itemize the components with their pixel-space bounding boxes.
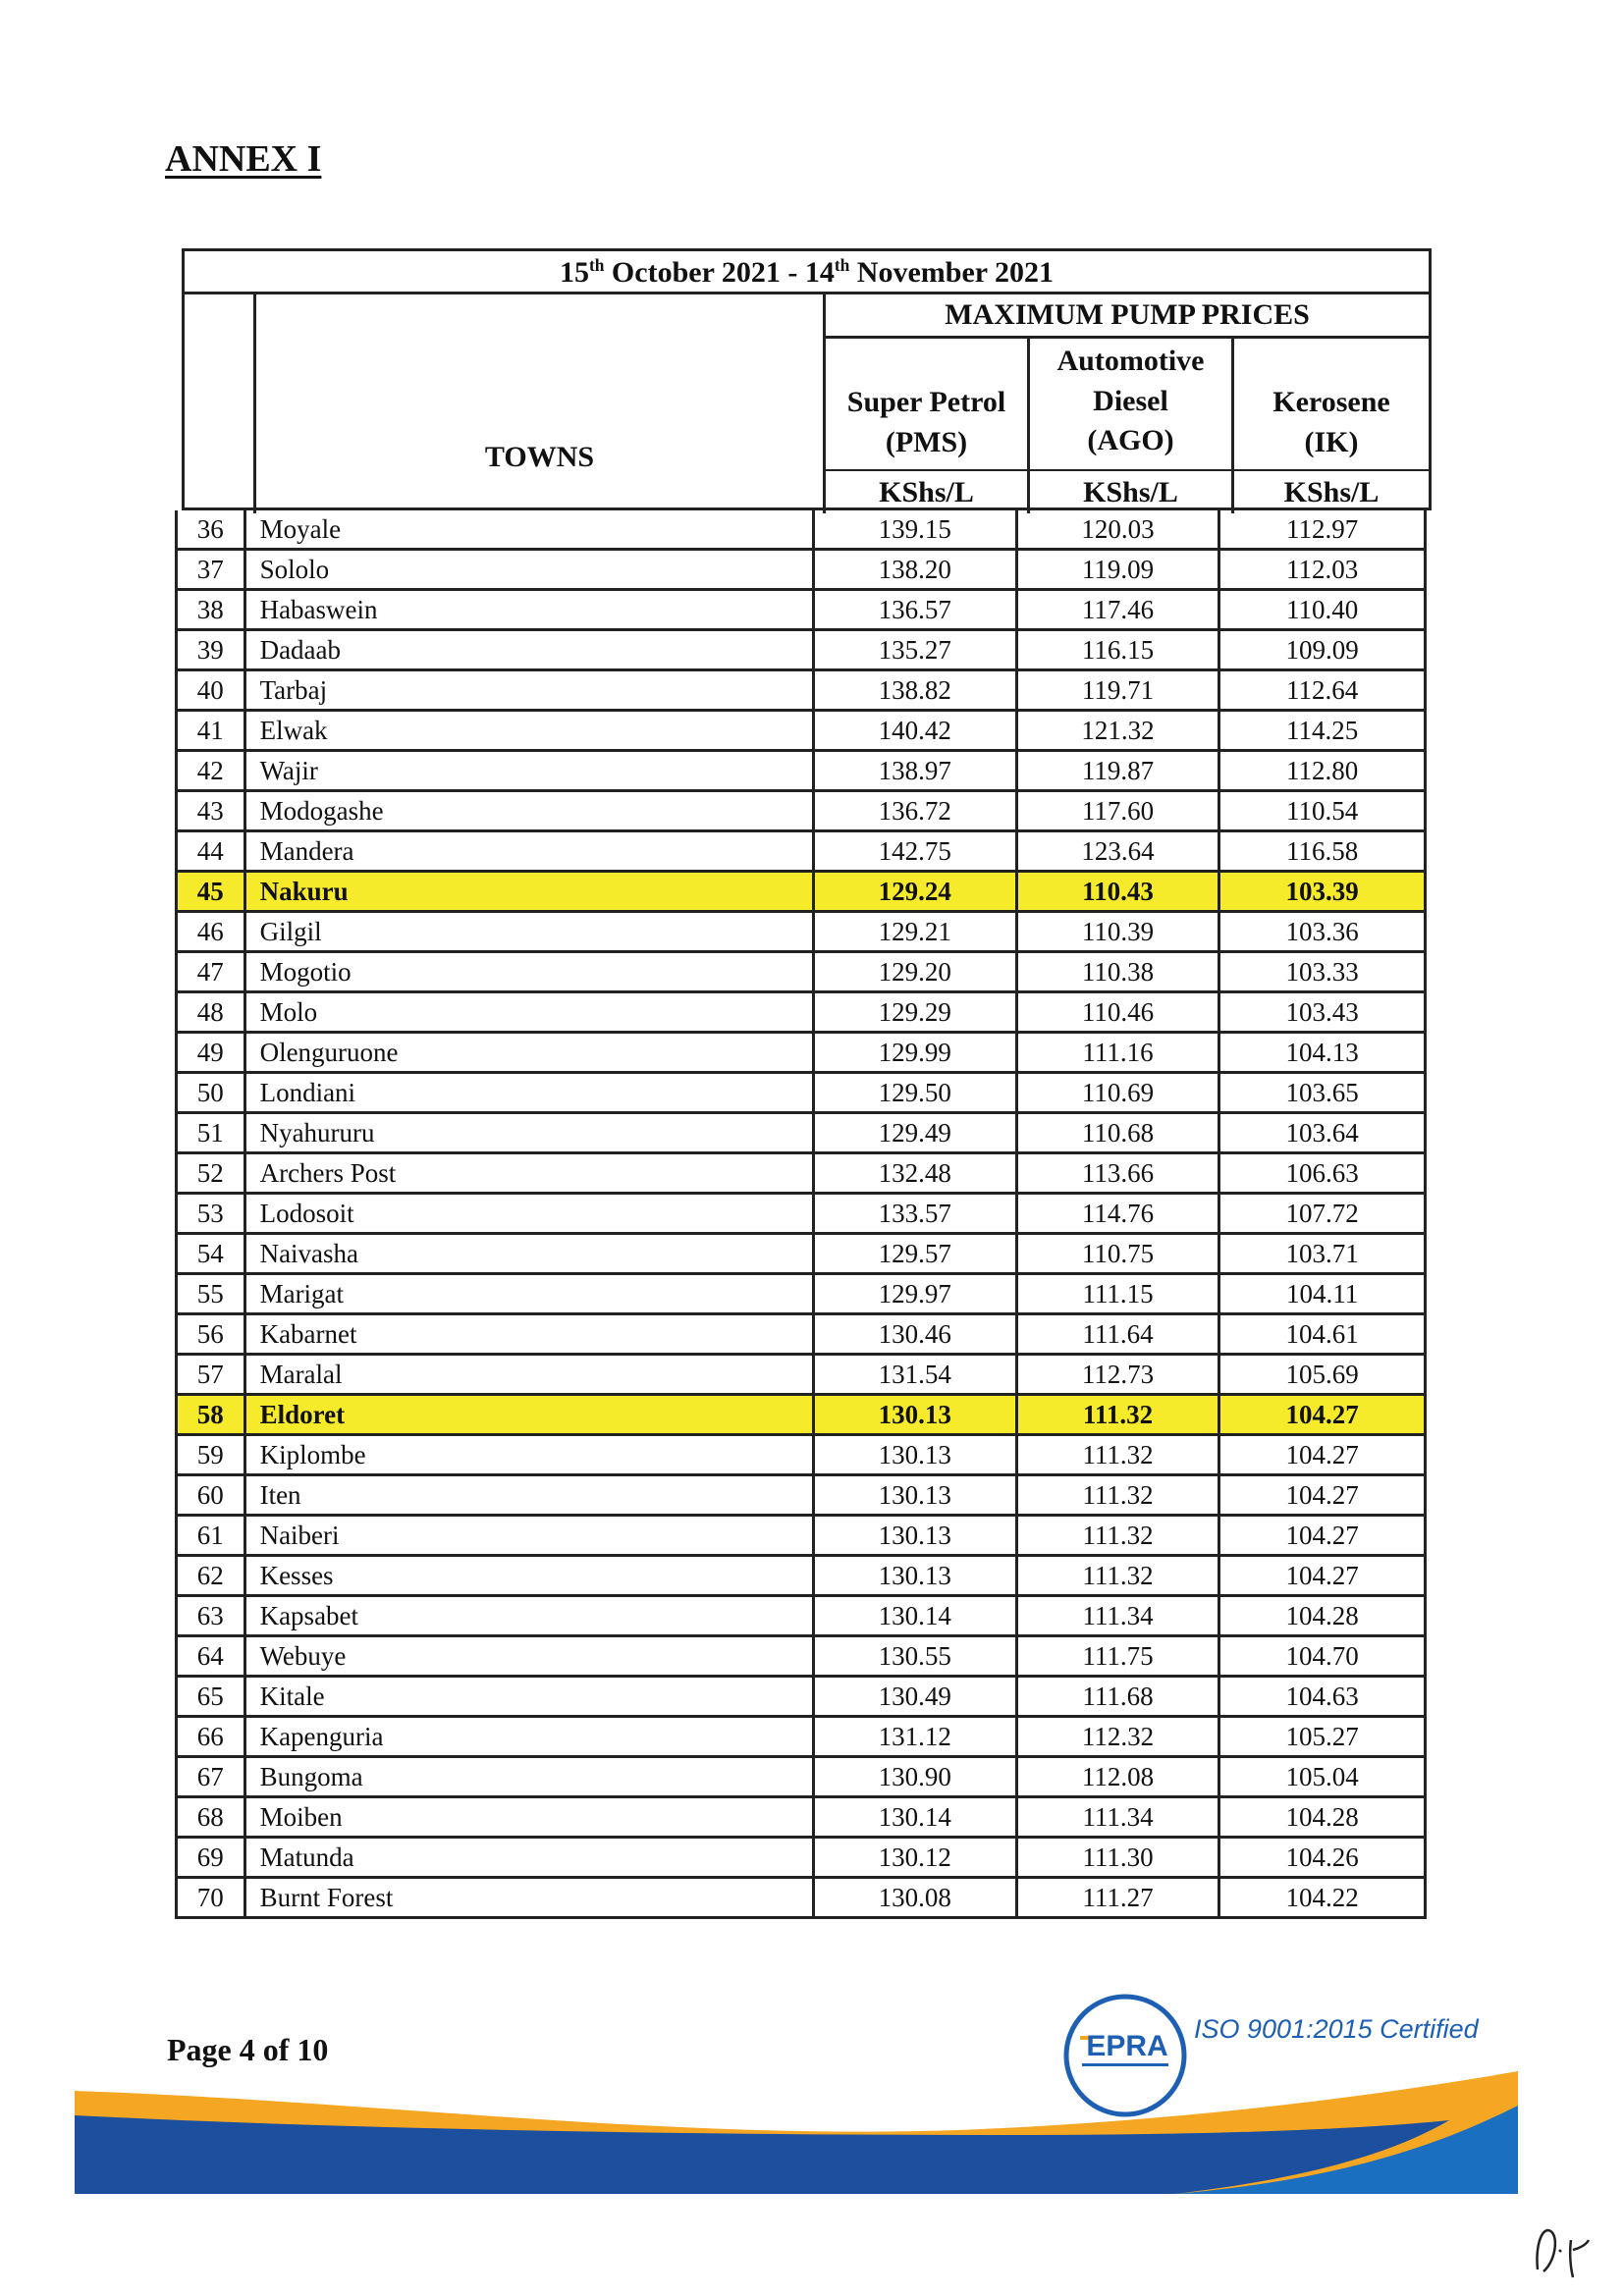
town-name: Kapenguria <box>246 1718 815 1755</box>
diesel-price: 110.39 <box>1018 913 1221 950</box>
petrol-price: 129.99 <box>815 1034 1018 1071</box>
town-name: Matunda <box>246 1839 815 1876</box>
town-name: Olenguruone <box>246 1034 815 1071</box>
petrol-price: 130.08 <box>815 1879 1018 1916</box>
petrol-price: 142.75 <box>815 832 1018 870</box>
table-row <box>175 1114 1427 1154</box>
town-name: Londiani <box>246 1074 815 1111</box>
kerosene-price: 114.25 <box>1286 716 1359 745</box>
table-row <box>175 1758 1427 1798</box>
table-row <box>175 1436 1427 1476</box>
row-number: 44 <box>178 832 246 870</box>
town-name: Moiben <box>246 1798 815 1836</box>
row-number: 37 <box>178 551 246 588</box>
table-header <box>182 248 1432 510</box>
petrol-price: 129.97 <box>815 1275 1018 1312</box>
town-name: Lodosoit <box>246 1195 815 1232</box>
diesel-price: 116.15 <box>1018 631 1221 668</box>
table-row <box>175 671 1427 712</box>
max-prices-heading: MAXIMUM PUMP PRICES <box>945 298 1310 331</box>
table-row <box>175 1718 1427 1758</box>
petrol-price: 139.15 <box>815 510 1018 548</box>
kerosene-price: 112.80 <box>1286 756 1359 785</box>
petrol-price: 131.54 <box>815 1356 1018 1393</box>
petrol-heading: Super Petrol (PMS) <box>846 386 1006 458</box>
table-row <box>175 1154 1427 1195</box>
petrol-price: 136.72 <box>815 792 1018 829</box>
town-name: Eldoret <box>246 1396 815 1433</box>
table-row <box>175 591 1427 631</box>
town-name: Nakuru <box>246 873 815 910</box>
petrol-price: 133.57 <box>815 1195 1018 1232</box>
diesel-price: 114.76 <box>1018 1195 1221 1232</box>
diesel-price: 111.34 <box>1018 1798 1221 1836</box>
towns-heading: TOWNS <box>484 441 595 473</box>
unit-petrol: KShs/L <box>879 476 974 508</box>
kerosene-price: 112.64 <box>1286 675 1359 705</box>
kerosene-price: 112.03 <box>1286 555 1359 584</box>
town-name: Dadaab <box>246 631 815 668</box>
diesel-price: 112.32 <box>1018 1718 1221 1755</box>
row-number: 46 <box>178 913 246 950</box>
diesel-price: 123.64 <box>1018 832 1221 870</box>
table-row <box>175 551 1427 591</box>
town-name: Bungoma <box>246 1758 815 1795</box>
petrol-price: 130.14 <box>815 1597 1018 1634</box>
diesel-price: 110.38 <box>1018 953 1221 990</box>
svg-text:EPRA: EPRA <box>1086 2030 1168 2062</box>
kerosene-price: 103.64 <box>1285 1118 1359 1148</box>
row-number: 65 <box>178 1678 246 1715</box>
table-row <box>175 993 1427 1034</box>
row-number: 56 <box>178 1315 246 1353</box>
kerosene-price: 107.72 <box>1285 1199 1359 1228</box>
table-row <box>175 1315 1427 1356</box>
town-name: Mogotio <box>246 953 815 990</box>
petrol-price: 130.13 <box>815 1436 1018 1473</box>
petrol-price: 140.42 <box>815 712 1018 749</box>
handwritten-initials <box>1530 2220 1595 2281</box>
table-row <box>175 792 1427 832</box>
petrol-price: 132.48 <box>815 1154 1018 1192</box>
diesel-price: 110.68 <box>1018 1114 1221 1151</box>
row-number: 67 <box>178 1758 246 1795</box>
table-row <box>175 1356 1427 1396</box>
diesel-price: 120.03 <box>1018 510 1221 548</box>
diesel-price: 119.87 <box>1018 752 1221 789</box>
table-row <box>175 873 1427 913</box>
table-row <box>175 1678 1427 1718</box>
kerosene-price: 104.27 <box>1285 1400 1359 1429</box>
petrol-price: 130.55 <box>815 1637 1018 1675</box>
row-number: 69 <box>178 1839 246 1876</box>
diesel-price: 111.15 <box>1018 1275 1221 1312</box>
kerosene-price: 104.22 <box>1285 1883 1359 1912</box>
table-row <box>175 510 1427 551</box>
diesel-price: 117.46 <box>1018 591 1221 628</box>
table-row <box>175 953 1427 993</box>
diesel-price: 110.43 <box>1018 873 1221 910</box>
kerosene-price: 103.33 <box>1285 957 1359 987</box>
town-name: Elwak <box>246 712 815 749</box>
diesel-price: 110.46 <box>1018 993 1221 1031</box>
kerosene-price: 104.26 <box>1285 1842 1359 1872</box>
table-row <box>175 1074 1427 1114</box>
petrol-price: 138.97 <box>815 752 1018 789</box>
row-number: 40 <box>178 671 246 709</box>
kerosene-price: 104.70 <box>1285 1641 1359 1671</box>
table-row <box>175 1637 1427 1678</box>
row-number: 50 <box>178 1074 246 1111</box>
row-number: 61 <box>178 1517 246 1554</box>
table-row <box>175 631 1427 671</box>
petrol-price: 129.50 <box>815 1074 1018 1111</box>
town-name: Moyale <box>246 510 815 548</box>
kerosene-price: 105.69 <box>1285 1360 1359 1389</box>
kerosene-price: 103.71 <box>1285 1239 1359 1268</box>
petrol-price: 136.57 <box>815 591 1018 628</box>
petrol-price: 130.13 <box>815 1476 1018 1514</box>
row-number: 51 <box>178 1114 246 1151</box>
town-name: Sololo <box>246 551 815 588</box>
kerosene-price: 104.27 <box>1285 1440 1359 1469</box>
town-name: Webuye <box>246 1637 815 1675</box>
petrol-price: 129.57 <box>815 1235 1018 1272</box>
table-row <box>175 712 1427 752</box>
kerosene-price: 112.97 <box>1286 514 1359 544</box>
kerosene-price: 104.63 <box>1285 1682 1359 1711</box>
town-name: Naiberi <box>246 1517 815 1554</box>
row-number: 58 <box>178 1396 246 1433</box>
kerosene-price: 110.40 <box>1286 595 1359 624</box>
town-name: Burnt Forest <box>246 1879 815 1916</box>
town-name: Iten <box>246 1476 815 1514</box>
town-name: Marigat <box>246 1275 815 1312</box>
petrol-price: 130.49 <box>815 1678 1018 1715</box>
town-name: Habaswein <box>246 591 815 628</box>
page-number: Page 4 of 10 <box>167 2032 329 2067</box>
diesel-heading: Automotive Diesel (AGO) <box>1056 345 1205 456</box>
kerosene-price: 104.27 <box>1285 1480 1359 1510</box>
kerosene-price: 104.61 <box>1285 1319 1359 1349</box>
annex-title: ANNEX I <box>165 138 322 180</box>
row-number: 47 <box>178 953 246 990</box>
table-row <box>175 1879 1427 1919</box>
diesel-price: 121.32 <box>1018 712 1221 749</box>
table-row <box>175 1839 1427 1879</box>
row-number: 62 <box>178 1557 246 1594</box>
diesel-price: 111.32 <box>1018 1557 1221 1594</box>
row-number: 64 <box>178 1637 246 1675</box>
footer-wave <box>75 2061 1518 2194</box>
table-row <box>175 1557 1427 1597</box>
petrol-price: 138.20 <box>815 551 1018 588</box>
row-number: 60 <box>178 1476 246 1514</box>
petrol-price: 131.12 <box>815 1718 1018 1755</box>
row-number: 52 <box>178 1154 246 1192</box>
table-row <box>175 1517 1427 1557</box>
kerosene-heading: Kerosene (IK) <box>1272 386 1390 458</box>
row-number: 70 <box>178 1879 246 1916</box>
diesel-price: 111.32 <box>1018 1517 1221 1554</box>
diesel-price: 117.60 <box>1018 792 1221 829</box>
kerosene-price: 103.65 <box>1285 1078 1359 1107</box>
town-name: Mandera <box>246 832 815 870</box>
diesel-price: 111.30 <box>1018 1839 1221 1876</box>
row-number: 57 <box>178 1356 246 1393</box>
kerosene-price: 110.54 <box>1286 796 1359 826</box>
row-number: 38 <box>178 591 246 628</box>
petrol-price: 130.13 <box>815 1517 1018 1554</box>
town-name: Wajir <box>246 752 815 789</box>
diesel-price: 111.32 <box>1018 1436 1221 1473</box>
row-number: 45 <box>178 873 246 910</box>
kerosene-price: 104.11 <box>1286 1279 1359 1308</box>
kerosene-price: 104.28 <box>1285 1601 1359 1630</box>
row-number: 39 <box>178 631 246 668</box>
town-name: Kesses <box>246 1557 815 1594</box>
table-row <box>175 1798 1427 1839</box>
diesel-price: 110.75 <box>1018 1235 1221 1272</box>
table-row <box>175 832 1427 873</box>
town-name: Molo <box>246 993 815 1031</box>
row-number: 36 <box>178 510 246 548</box>
petrol-price: 129.29 <box>815 993 1018 1031</box>
row-number: 55 <box>178 1275 246 1312</box>
kerosene-price: 106.63 <box>1285 1158 1359 1188</box>
row-number: 41 <box>178 712 246 749</box>
diesel-price: 111.32 <box>1018 1476 1221 1514</box>
town-name: Naivasha <box>246 1235 815 1272</box>
kerosene-price: 104.27 <box>1285 1561 1359 1590</box>
row-number: 49 <box>178 1034 246 1071</box>
row-number: 43 <box>178 792 246 829</box>
row-number: 66 <box>178 1718 246 1755</box>
kerosene-price: 103.39 <box>1285 877 1359 906</box>
table-row <box>175 1275 1427 1315</box>
diesel-price: 113.66 <box>1018 1154 1221 1192</box>
town-name: Kitale <box>246 1678 815 1715</box>
table-row <box>175 1396 1427 1436</box>
table-row <box>175 1476 1427 1517</box>
unit-kerosene: KShs/L <box>1283 476 1380 508</box>
petrol-price: 135.27 <box>815 631 1018 668</box>
town-name: Kapsabet <box>246 1597 815 1634</box>
kerosene-price: 103.43 <box>1285 997 1359 1027</box>
town-name: Nyahururu <box>246 1114 815 1151</box>
table-row <box>175 1235 1427 1275</box>
town-name: Tarbaj <box>246 671 815 709</box>
diesel-price: 111.64 <box>1018 1315 1221 1353</box>
row-number: 42 <box>178 752 246 789</box>
table-row <box>175 1034 1427 1074</box>
unit-diesel: KShs/L <box>1083 476 1178 508</box>
row-number: 63 <box>178 1597 246 1634</box>
petrol-price: 130.13 <box>815 1396 1018 1433</box>
petrol-price: 130.46 <box>815 1315 1018 1353</box>
town-name: Kabarnet <box>246 1315 815 1353</box>
diesel-price: 111.27 <box>1018 1879 1221 1916</box>
table-row <box>175 752 1427 792</box>
iso-certification: ISO 9001:2015 Certified <box>1194 2014 1479 2044</box>
row-number: 59 <box>178 1436 246 1473</box>
diesel-price: 112.73 <box>1018 1356 1221 1393</box>
row-number: 54 <box>178 1235 246 1272</box>
kerosene-price: 104.27 <box>1285 1521 1359 1550</box>
diesel-price: 110.69 <box>1018 1074 1221 1111</box>
diesel-price: 119.09 <box>1018 551 1221 588</box>
diesel-price: 111.34 <box>1018 1597 1221 1634</box>
petrol-price: 138.82 <box>815 671 1018 709</box>
kerosene-price: 105.04 <box>1285 1762 1359 1791</box>
period-label: 15th October 2021 - 14th November 2021 <box>559 255 1055 289</box>
petrol-price: 129.20 <box>815 953 1018 990</box>
diesel-price: 111.16 <box>1018 1034 1221 1071</box>
kerosene-price: 103.36 <box>1285 917 1359 946</box>
town-name: Maralal <box>246 1356 815 1393</box>
petrol-price: 130.90 <box>815 1758 1018 1795</box>
petrol-price: 129.49 <box>815 1114 1018 1151</box>
kerosene-price: 104.13 <box>1285 1038 1359 1067</box>
kerosene-price: 105.27 <box>1285 1722 1359 1751</box>
kerosene-price: 104.28 <box>1285 1802 1359 1832</box>
petrol-price: 130.13 <box>815 1557 1018 1594</box>
diesel-price: 112.08 <box>1018 1758 1221 1795</box>
town-name: Archers Post <box>246 1154 815 1192</box>
diesel-price: 111.68 <box>1018 1678 1221 1715</box>
petrol-price: 129.24 <box>815 873 1018 910</box>
petrol-price: 130.12 <box>815 1839 1018 1876</box>
diesel-price: 111.32 <box>1018 1396 1221 1433</box>
town-name: Gilgil <box>246 913 815 950</box>
table-row <box>175 913 1427 953</box>
diesel-price: 119.71 <box>1018 671 1221 709</box>
row-number: 68 <box>178 1798 246 1836</box>
diesel-price: 111.75 <box>1018 1637 1221 1675</box>
town-name: Modogashe <box>246 792 815 829</box>
petrol-price: 130.14 <box>815 1798 1018 1836</box>
town-name: Kiplombe <box>246 1436 815 1473</box>
petrol-price: 129.21 <box>815 913 1018 950</box>
kerosene-price: 109.09 <box>1285 635 1359 665</box>
row-number: 48 <box>178 993 246 1031</box>
kerosene-price: 116.58 <box>1286 836 1359 866</box>
table-row <box>175 1597 1427 1637</box>
row-number: 53 <box>178 1195 246 1232</box>
table-row <box>175 1195 1427 1235</box>
